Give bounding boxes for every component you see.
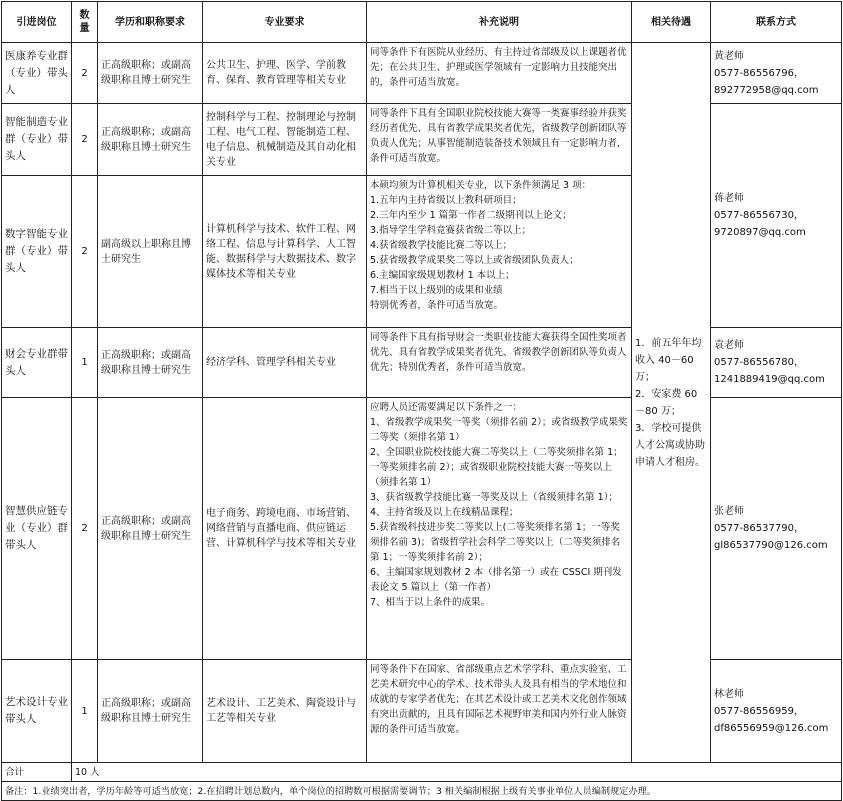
- header-count: 数量: [72, 2, 98, 43]
- supplement-cell: [367, 104, 632, 176]
- contact-cell: [711, 328, 842, 398]
- header-major: 专业要求: [203, 2, 367, 43]
- supplement-cell: [367, 328, 632, 398]
- table-row: [2, 104, 842, 176]
- header-contact: 联系方式: [711, 2, 842, 43]
- major-cell: 艺术设计、工艺美术、陶瓷设计与工艺等相关专业: [203, 660, 367, 763]
- total-row: [2, 763, 842, 782]
- major-cell: 公共卫生、护理、医学、学前教育、保育、教育管理等相关专业: [203, 43, 367, 104]
- contact-cell: [711, 398, 842, 660]
- contact-phone: 0577-86556780，: [714, 357, 804, 368]
- contact-email[interactable]: gl86537790@126.com: [714, 540, 828, 551]
- count-cell: 1: [72, 660, 98, 763]
- supplement-line: 3、获省级教学技能比赛一等奖及以上（省级须排名第 1）；: [370, 492, 618, 503]
- supplement-line: 7.相当于以上级别的成果和业绩: [370, 285, 503, 296]
- header-supplement: 补充说明: [367, 2, 632, 43]
- supplement-line: 特别优秀者，条件可适当放宽。: [370, 300, 504, 311]
- count-cell: 1: [72, 328, 98, 398]
- count-cell: 2: [72, 43, 98, 104]
- contact-name: 蒋老师: [714, 193, 744, 204]
- contact-phone: 0577-86556730，: [714, 210, 804, 221]
- position-cell: 医康养专业群（专业）带头人: [2, 43, 72, 104]
- total-value: 10 人: [72, 763, 842, 782]
- supplement-line: 1.五年内主持省级以上教科研项目；: [370, 195, 522, 206]
- education-cell: 正高级职称；或副高级职称且博士研究生: [98, 660, 203, 763]
- benefit-line: 1．前五年年均收入 40－60 万；: [635, 337, 702, 383]
- contact-name: 袁老师: [714, 340, 744, 351]
- supplement-line: 应聘人员还需要满足以下条件之一：: [370, 402, 523, 413]
- supplement-line: 6.主编国家级规划教材 1 本以上；: [370, 270, 515, 281]
- supplement-cell: [367, 660, 632, 763]
- table-row: [2, 660, 842, 763]
- supplement-line: 同等条件下有医院从业经历、有主持过省部级及以上课题者优先；在公共卫生、护理或医学领域有一定影响力且技能突出的，条件可适当放宽。: [370, 47, 627, 88]
- benefit-line: 3．学校可提供人才公寓或协助申请人才租房。: [635, 422, 705, 468]
- supplement-line: 2、全国职业院校技能大赛二等奖以上（二等奖须排名第 1；一等奖须排名前 2）；或省级职业院校技能大赛一等奖以上（须排名第 1）: [370, 447, 623, 488]
- header-position: 引进岗位: [2, 2, 72, 43]
- education-cell: 正高级职称；或副高级职称且博士研究生: [98, 43, 203, 104]
- contact-name: 张老师: [714, 506, 744, 517]
- major-cell: 控制科学与工程、控制理论与控制工程、电气工程、智能制造工程、电子信息、机械制造及其自动化相关专业: [203, 104, 367, 176]
- major-cell: 计算机科学与技术、软件工程、网络工程、信息与计算科学、人工智能、数据科学与大数据技术、数字媒体技术等相关专业: [203, 176, 367, 328]
- education-cell: 正高级职称；或副高级职称且博士研究生: [98, 104, 203, 176]
- supplement-line: 7、相当于以上条件的成果。: [370, 597, 491, 608]
- header-education: 学历和职称要求: [98, 2, 203, 43]
- contact-phone: 0577-86556796，: [714, 67, 804, 79]
- major-cell: 经济学科、管理学科相关专业: [203, 328, 367, 398]
- benefits-cell: [632, 43, 711, 763]
- header-row: [2, 2, 842, 43]
- education-cell: 正高级职称；或副高级职称且博士研究生: [98, 328, 203, 398]
- position-cell: 数字智能专业群（专业）带头人: [2, 176, 72, 328]
- supplement-line: 4、主持省级及以上在线精品课程；: [370, 507, 519, 518]
- note-text: 备注：1.业绩突出者，学历年龄等可适当放宽；2.在招聘计划总数内，单个岗位的招聘数可根据需要调节；3 相关编制根据上级有关事业单位人员编制规定办理。: [2, 782, 842, 801]
- supplement-line: 本硕均须为计算机相关专业，以下条件须满足 3 项：: [370, 180, 592, 191]
- supplement-line: 同等条件下具有指导财会一类职业技能大赛获得全国性奖项者优先、具有省教学成果奖者优先、省级教学创新团队等负责人优先；特别优秀者，条件可适当放宽。: [370, 332, 627, 373]
- contact-cell: [711, 104, 842, 328]
- contact-name: 林老师: [714, 688, 744, 700]
- note-row: [2, 782, 842, 801]
- table-row: [2, 328, 842, 398]
- benefit-line: 2．安家费 60－80 万；: [635, 388, 698, 417]
- supplement-line: 同等条件下具有全国职业院校技能大赛等一类赛事经验并获奖经历者优先、具有省教学成果奖者优先，省级教学创新团队等负责人优先；从事智能制造装备技术领域且有一定影响力者，条件可适当放宽。: [370, 108, 627, 164]
- position-cell: 智慧供应链专业（专业）群带头人: [2, 398, 72, 660]
- table-row: [2, 43, 842, 104]
- education-cell: 副高级以上职称且博士研究生: [98, 176, 203, 328]
- supplement-line: 2.三年内至少 1 篇第一作者二级期刊以上论文；: [370, 210, 572, 221]
- supplement-cell: [367, 176, 632, 328]
- supplement-line: 5.获省级科技进步奖二等奖以上(二等奖须排名第 1；一等奖须排名前 3)；省级哲学社会科学二等奖以上（二等奖须排名第 1；一等奖须排名前 2）；: [370, 522, 621, 563]
- contact-phone: 0577-86556959，: [714, 705, 804, 717]
- header-benefits: 相关待遇: [632, 2, 711, 43]
- count-cell: 2: [72, 104, 98, 176]
- supplement-line: 5.获省级教学成果奖二等以上或省级团队负责人；: [370, 255, 579, 266]
- total-label: 合计: [2, 763, 72, 782]
- supplement-cell: [367, 43, 632, 104]
- position-cell: 智能制造专业群（专业）带头人: [2, 104, 72, 176]
- contact-name: 黄老师: [714, 50, 744, 62]
- count-cell: 2: [72, 176, 98, 328]
- contact-email[interactable]: 1241889419@qq.com: [714, 374, 825, 385]
- supplement-line: 1、省级教学成果奖一等奖（须排名前 2）；或省级教学成果奖二等奖（须排名第 1）: [370, 417, 628, 443]
- supplement-line: 同等条件下在国家、省部级重点艺术学学科、重点实验室、工艺美术研究中心的学术、技术带头人及具有相当的学术地位和成就的专家学者优先；在其艺术设计或工艺美术文化创作领域有突出贡献的，且具有国际艺术视野审美和国内外行业人脉资源的条件可适当放宽。: [370, 664, 627, 735]
- contact-phone: 0577-86537790，: [714, 523, 804, 534]
- contact-email[interactable]: df86556959@126.com: [714, 722, 829, 734]
- supplement-line: 4.获省级教学技能比赛二等以上；: [370, 240, 513, 251]
- table-row: [2, 398, 842, 660]
- contact-cell: [711, 43, 842, 104]
- contact-email[interactable]: 9720897@qq.com: [714, 227, 806, 238]
- supplement-line: 3.指导学生学科竞赛获省级二等以上；: [370, 225, 532, 236]
- count-cell: 2: [72, 398, 98, 660]
- supplement-cell: [367, 398, 632, 660]
- education-cell: 正高级职称；或副高级职称且博士研究生: [98, 398, 203, 660]
- position-cell: 艺术设计专业带头人: [2, 660, 72, 763]
- supplement-line: 6、主编国家规划教材 2 本（排名第一）或在 CSSCI 期刊发表论文 5 篇以上（第一作者）: [370, 567, 622, 593]
- major-cell: 电子商务、跨境电商、市场营销、网络营销与直播电商、供应链运营、计算机科学与技术等相关专业: [203, 398, 367, 660]
- contact-cell: [711, 660, 842, 763]
- recruitment-table: [1, 1, 842, 801]
- position-cell: 财会专业群带头人: [2, 328, 72, 398]
- contact-email[interactable]: 892772958@qq.com: [714, 84, 819, 96]
